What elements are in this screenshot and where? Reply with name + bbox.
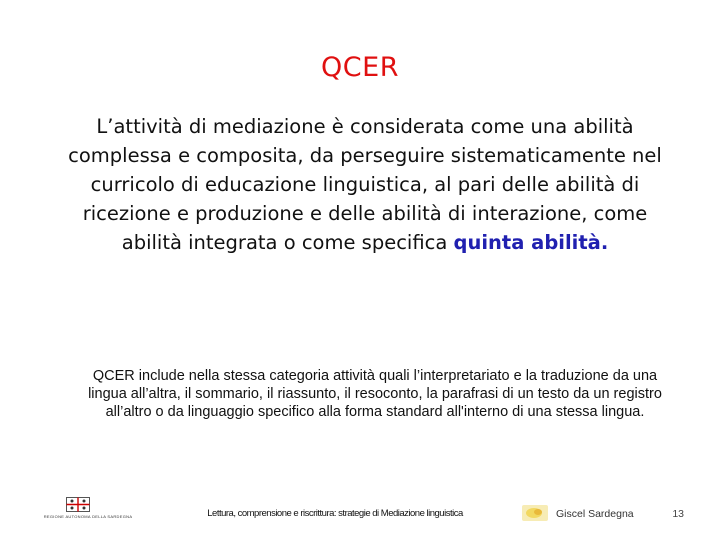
region-logo [28, 497, 148, 523]
giscel-logo-icon [522, 505, 548, 521]
main-paragraph [60, 112, 670, 257]
main-paragraph-text: L’attività di mediazione è considerata come una abilità complessa e composita, da perseguire sistematicamente nel curricolo di educazione linguistica, al pari delle abilità di ricezione e produzione e delle abilità di interazione, come abilità integrata o come specifica [68, 115, 662, 254]
footer-author: Giscel Sardegna [556, 508, 634, 520]
footer-title: Lettura, comprensione e riscrittura: strategie di Mediazione linguistica [207, 508, 463, 519]
slide-title: QCER [321, 52, 399, 83]
logo-text: REGIONE AUTONOMA DELLA SARDEGNA [43, 514, 133, 519]
region-emblem-icon [66, 497, 90, 512]
highlighted-phrase: quinta abilità. [453, 231, 609, 254]
page-number: 13 [672, 508, 684, 520]
note-paragraph: QCER include nella stessa categoria attività quali l’interpretariato e la traduzione da una lingua all’altra, il sommario, il riassunto, il resoconto, la parafrasi di un testo da un registro all’altro o da linguaggio specifico alla forma standard all'interno di una stessa lingua. [88, 368, 662, 420]
